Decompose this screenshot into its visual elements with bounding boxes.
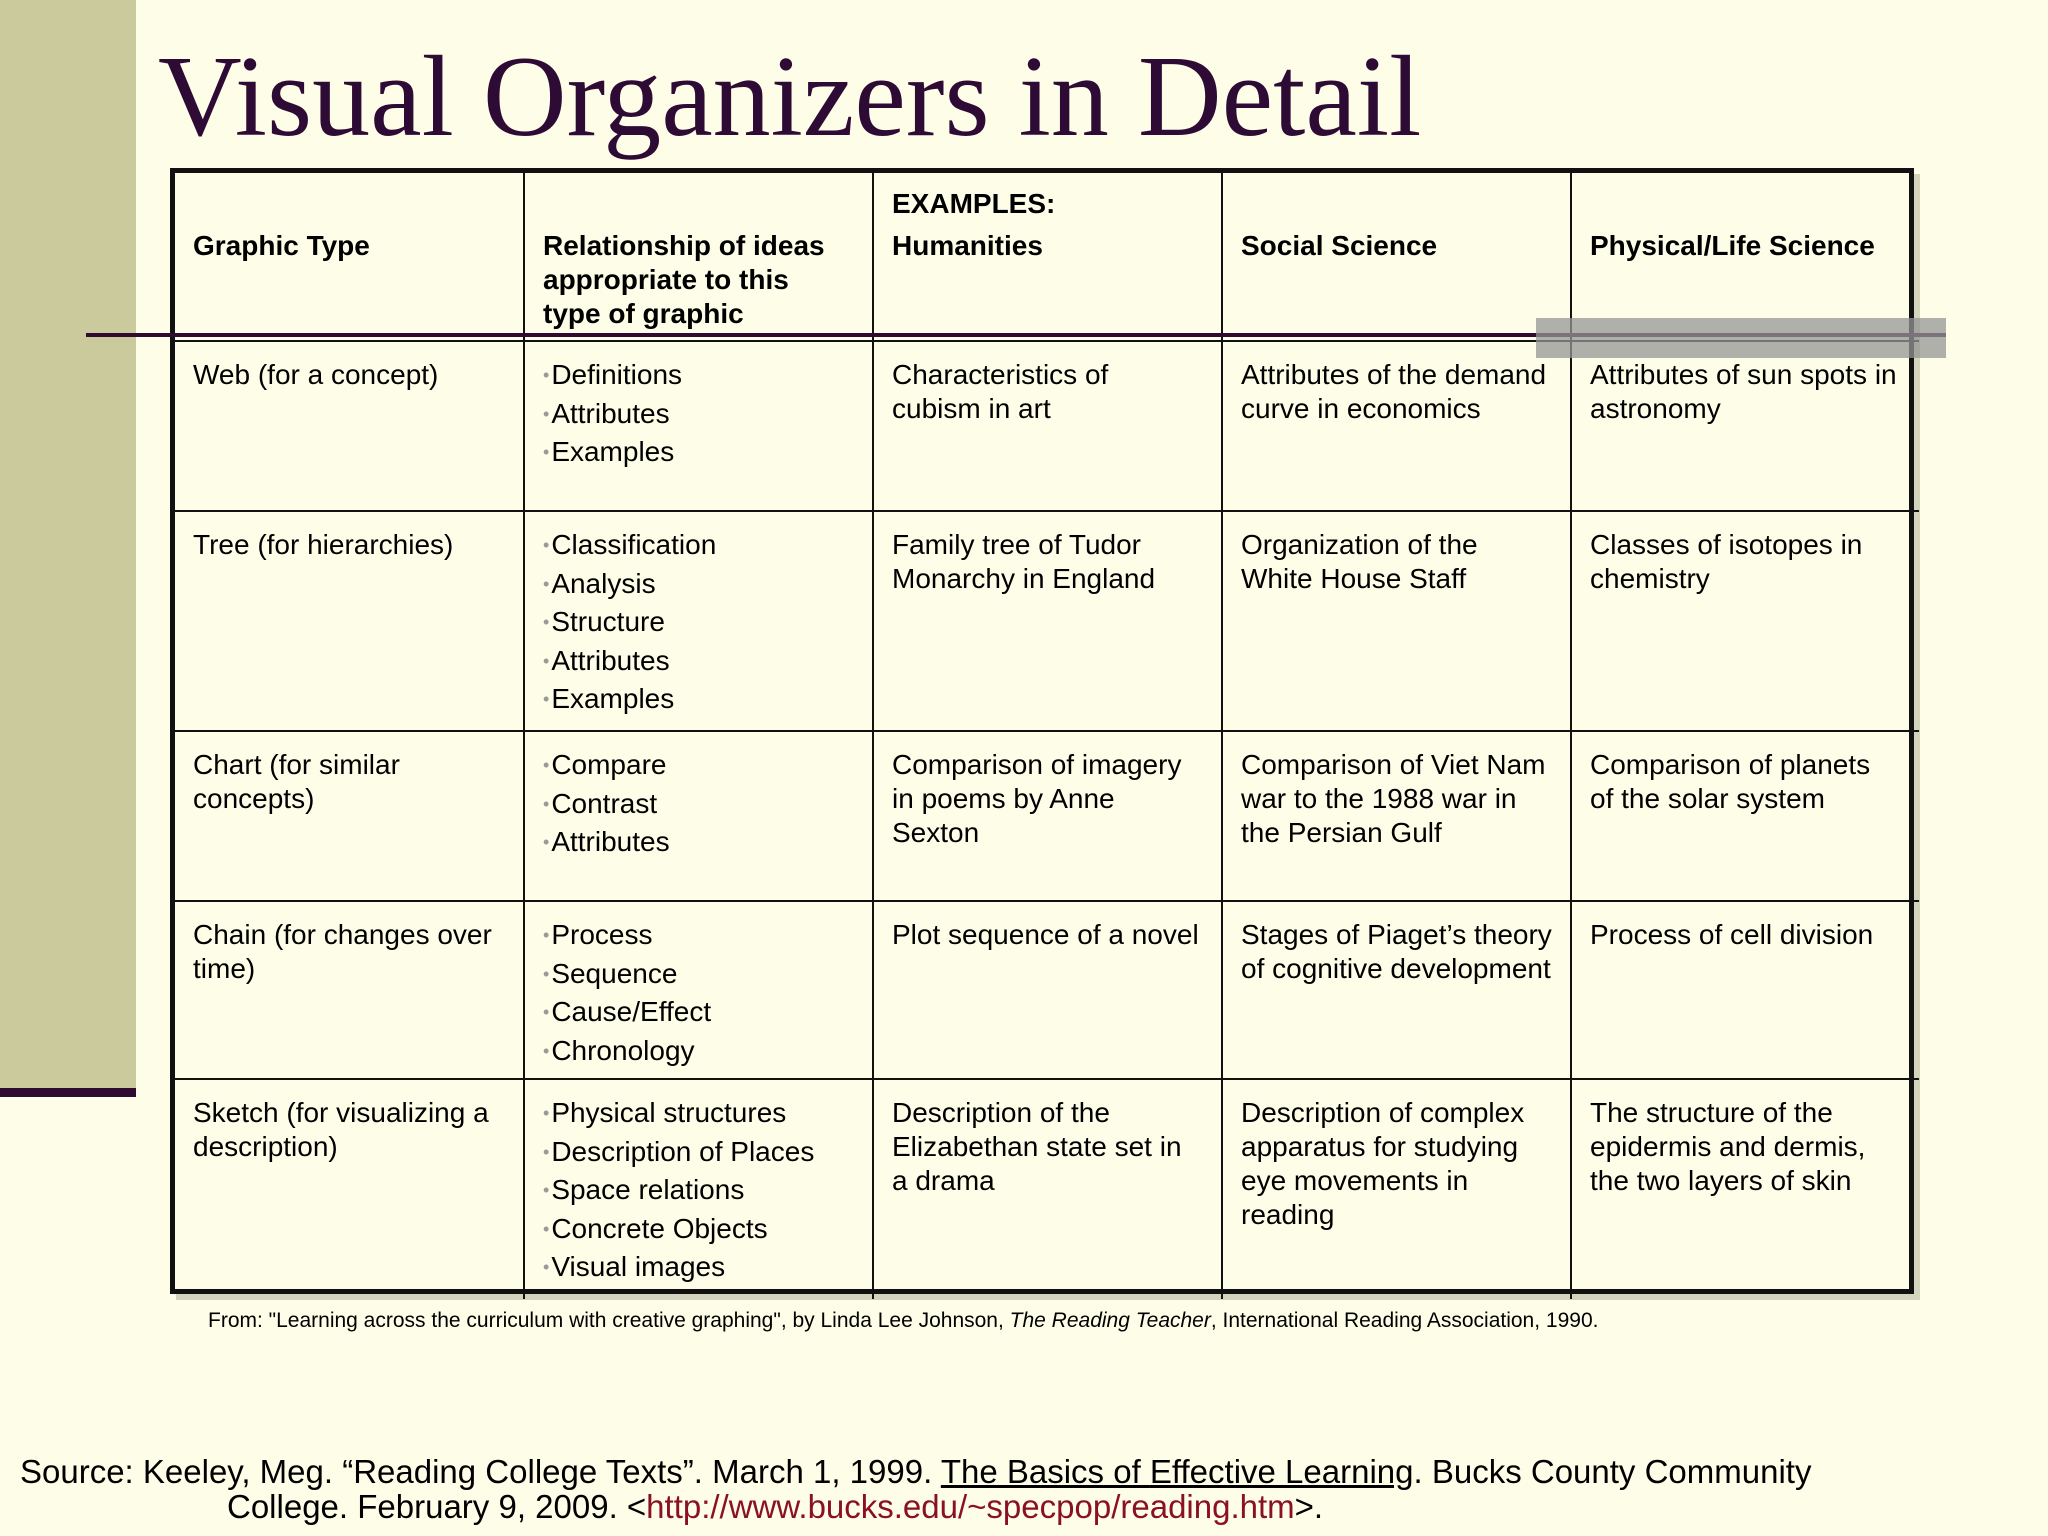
graphic-type-cell: Chart (for similar concepts) xyxy=(175,731,524,901)
decorative-sidebar xyxy=(0,0,136,1088)
relationship-item: • Analysis xyxy=(543,563,854,606)
relationship-cell xyxy=(524,341,873,511)
header-graphic-type: Graphic Type xyxy=(175,173,524,341)
graphic-type-cell: Tree (for hierarchies) xyxy=(175,511,524,731)
relationship-item: • Space relations xyxy=(543,1169,854,1212)
humanities-cell: Family tree of Tudor Monarchy in England xyxy=(873,511,1222,731)
social-science-cell: Organization of the White House Staff xyxy=(1222,511,1571,731)
source-line-2 xyxy=(20,1489,1811,1524)
humanities-cell: Plot sequence of a novel xyxy=(873,901,1222,1079)
slide-title: Visual Organizers in Detail xyxy=(158,33,1422,161)
relationship-item: • Compare xyxy=(543,744,854,787)
relationship-item: • Process xyxy=(543,914,854,957)
relationship-item: • Description of Places xyxy=(543,1131,854,1174)
relationship-item: • Structure xyxy=(543,601,854,644)
relationship-cell xyxy=(524,731,873,901)
graphic-type-cell: Sketch (for visualizing a description) xyxy=(175,1079,524,1299)
relationship-item: • Physical structures xyxy=(543,1092,854,1135)
table-row xyxy=(175,901,1919,1079)
relationship-cell xyxy=(524,1079,873,1299)
relationship-item: • Cause/Effect xyxy=(543,991,854,1034)
relationship-item: • Attributes xyxy=(543,393,854,436)
physical-science-cell: Comparison of planets of the solar system xyxy=(1571,731,1919,901)
source-date: College. February 9, 2009. < xyxy=(227,1488,647,1525)
table-row xyxy=(175,341,1919,511)
table-row xyxy=(175,1079,1919,1299)
table-header-row xyxy=(175,173,1919,341)
physical-science-cell: Attributes of sun spots in astronomy xyxy=(1571,341,1919,511)
relationship-item: • Visual images xyxy=(543,1246,854,1289)
relationship-item: • Attributes xyxy=(543,640,854,683)
table-row xyxy=(175,511,1919,731)
source-book-title-part1: The Basics of xyxy=(940,1453,1150,1490)
social-science-cell: Stages of Piaget’s theory of cognitive development xyxy=(1222,901,1571,1079)
relationship-cell xyxy=(524,901,873,1079)
relationship-item: • Sequence xyxy=(543,953,854,996)
source-reference xyxy=(20,1454,1811,1524)
physical-science-cell: The structure of the epidermis and dermis, the two layers of skin xyxy=(1571,1079,1919,1299)
citation-text: From: "Learning across the curriculum with creative graphing", by Linda Lee Johnson, xyxy=(208,1309,1010,1332)
decorative-rule-block xyxy=(1536,318,1946,358)
relationship-item: • Attributes xyxy=(543,821,854,864)
graphic-type-cell: Web (for a concept) xyxy=(175,341,524,511)
source-text: Source: Keeley, Meg. “Reading College Texts”. March 1, 1999. xyxy=(20,1453,941,1490)
relationship-item: • Concrete Objects xyxy=(543,1208,854,1251)
source-book-title-part2: Effective Learning xyxy=(1149,1453,1414,1490)
citation-journal: The Reading Teacher xyxy=(1009,1309,1211,1332)
header-examples-label: EXAMPLES: xyxy=(892,188,1056,219)
source-url-link[interactable]: http://www.bucks.edu/~specpop/reading.htm xyxy=(646,1488,1295,1525)
relationship-cell xyxy=(524,511,873,731)
citation-suffix: , International Reading Association, 1990. xyxy=(1210,1309,1599,1332)
table-citation xyxy=(208,1308,1598,1334)
table-row xyxy=(175,731,1919,901)
relationship-item: • Classification xyxy=(543,524,854,567)
humanities-cell: Description of the Elizabethan state set in a drama xyxy=(873,1079,1222,1299)
social-science-cell: Description of complex apparatus for studying eye movements in reading xyxy=(1222,1079,1571,1299)
relationship-item: • Chronology xyxy=(543,1030,854,1073)
relationship-item: • Examples xyxy=(543,431,854,474)
header-social-science: Social Science xyxy=(1222,173,1571,341)
source-url-close: >. xyxy=(1294,1488,1324,1525)
physical-science-cell: Process of cell division xyxy=(1571,901,1919,1079)
relationship-item: • Contrast xyxy=(543,783,854,826)
humanities-cell: Characteristics of cubism in art xyxy=(873,341,1222,511)
source-publisher: . Bucks County Community xyxy=(1413,1453,1812,1490)
graphic-type-cell: Chain (for changes over time) xyxy=(175,901,524,1079)
header-humanities: EXAMPLES: Humanities xyxy=(873,173,1222,341)
sidebar-accent-line xyxy=(0,1088,136,1097)
relationship-item: • Examples xyxy=(543,678,854,721)
header-relationship: Relationship of ideas appropriate to this type of graphic xyxy=(524,173,873,341)
social-science-cell: Attributes of the demand curve in economics xyxy=(1222,341,1571,511)
relationship-item: • Definitions xyxy=(543,354,854,397)
header-physical-life-science: Physical/Life Science xyxy=(1571,173,1919,341)
social-science-cell: Comparison of Viet Nam war to the 1988 war in the Persian Gulf xyxy=(1222,731,1571,901)
physical-science-cell: Classes of isotopes in chemistry xyxy=(1571,511,1919,731)
humanities-cell: Comparison of imagery in poems by Anne Sexton xyxy=(873,731,1222,901)
